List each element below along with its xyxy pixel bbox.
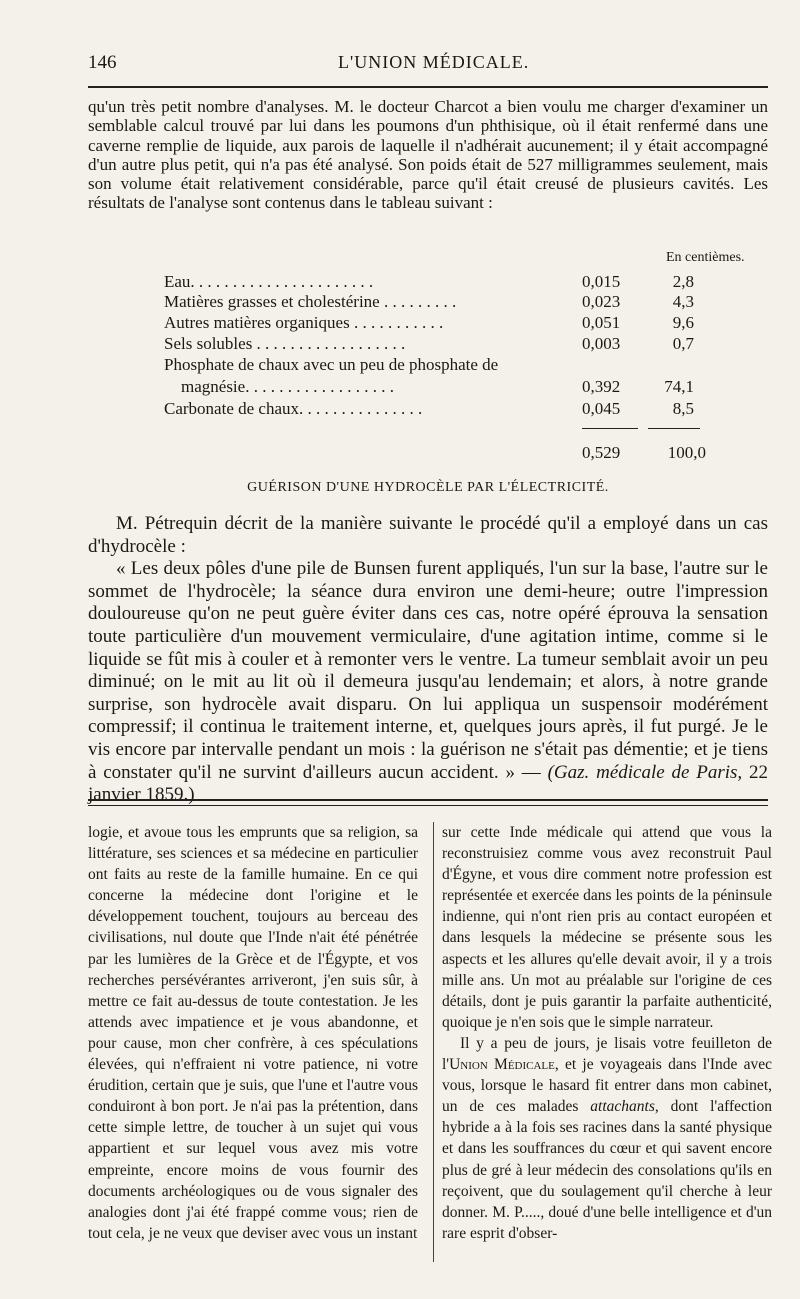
row-label: Matières grasses et cholestérine . . . . . . . . .: [164, 292, 457, 311]
table-column-header: En centièmes.: [666, 250, 745, 265]
row-value: 0,023: [582, 292, 621, 311]
row-label: Autres matières organiques . . . . . . . . . . .: [164, 313, 444, 332]
page-header: [88, 52, 768, 80]
table-row: [164, 272, 764, 293]
row-percent: 74,1: [664, 377, 694, 396]
quote-text: « Les deux pôles d'une pile de Bunsen furent appliqués, l'un sur la base, l'autre sur le sommet de l'hydrocèle; la séance dura environ une demi-heure; outre l'impression douloureuse qu'on ne peut guère éviter dans ces cas, notre opéré éprouva la sensation toute particulière d'un mouvement vermiculaire, d'une agitation intime, comme si le liquide se fût mis à couler et à remonter vers le ventre. La tumeur semblait avoir un peu diminué; on le mit au lit où il demeura jusqu'au lendemain; et alors, à notre grande surprise, son hydrocèle avait disparu. On lui appliqua un suspensoir modérément compressif; il continua le traitement interne, et, quelques jours après, il fut purgé. Je le vis encore par intervalle pendant un mois : la guérison ne s'était pas démentie; et je tiens à constater qu'il ne survint d'ailleurs aucun accident. » —: [88, 558, 768, 783]
citation-date: 22 janvier 1859.): [88, 761, 769, 806]
text-run: , dont l'affection hybride a à la fois ses racines dans la santé physique et dans les souffrances du cœur et qui savent encore plus de gré à leur médecin des consolations qu'ils en reçoivent, que du soulagement qu'il cherche à leur donner. M. P....., doué d'une belle intelligence et d'un rare esprit d'obser-: [442, 1098, 772, 1242]
row-percent: 4,3: [672, 292, 694, 311]
article-paragraph: [88, 558, 768, 807]
article-paragraph: M. Pétrequin décrit de la manière suivante le procédé qu'il a employé dans un cas d'hydrocèle :: [88, 513, 768, 557]
row-percent: 8,5: [672, 399, 694, 418]
total-value: 0,529: [582, 443, 621, 462]
header-rule: [88, 86, 768, 88]
feuilleton-left-column: [88, 822, 418, 1244]
text-run: Il y a peu de jours, je lisais votre feuilleton de l': [442, 1034, 772, 1074]
table-total-row: [164, 443, 764, 464]
citation-source: (Gaz. médicale de Paris,: [547, 761, 743, 783]
article-body: [88, 513, 768, 807]
text-run: , et je voyageais dans l'Inde avec vous, lorsque le hasard fit entrer dans mon cabinet, un de ces malades: [442, 1056, 773, 1116]
row-value: 0,051: [582, 313, 621, 332]
row-value: 0,392: [582, 377, 621, 396]
column-paragraph: [442, 1033, 772, 1244]
total-rule: [648, 428, 700, 429]
column-divider: [433, 822, 434, 1262]
intro-section: [88, 97, 768, 213]
row-label: Phosphate de chaux avec un peu de phosphate de: [164, 355, 499, 374]
table-row: [164, 355, 764, 376]
row-percent: 0,7: [672, 334, 694, 353]
intro-paragraph: qu'un très petit nombre d'analyses. M. le docteur Charcot a bien voulu me charger d'examiner un semblable calcul trouvé par lui dans les poumons d'un phthisique, où il était renfermé dans une caverne remplie de liquide, aux parois de laquelle il n'adhérait aucunement; il y était accompagné d'un autre plus petit, qui n'a pas été analysé. Son poids était de 527 milligrammes seulement, mais son volume était relativement considérable, parce qu'il était creusé de plusieurs cavités. Les résultats de l'analyse sont contenus dans le tableau suivant :: [88, 97, 768, 213]
italic-word: attachants: [590, 1098, 655, 1116]
journal-title: Union Médicale: [449, 1056, 555, 1074]
total-percent: 100,0: [667, 443, 706, 462]
feuilleton-right-column: [442, 822, 772, 1244]
row-label: Sels solubles . . . . . . . . . . . . . . . . . .: [164, 334, 406, 353]
table-row: [164, 399, 764, 420]
column-paragraph: logie, et avoue tous les emprunts que sa religion, sa littérature, ses sciences et sa médecine en particulier ont faits au reste de la famille humaine. En ce qui concerne la médecine dont l'origine et le développement touchent, toujours au berceau des civilisations, nul doute que l'Inde n'ait été pénétrée par les lumières de la Grèce et de l'Égypte, et vos recherches persévérantes arriveront, j'en suis sûr, à mettre ce fait au-dessus de toute contestation. Je les attends avec impatience et je vous abandonne, et pour cause, mon cher confrère, à ces spéculations élevées, qui n'effraient ni votre patience, ni votre érudition, certain que je suis, que l'une et l'autre vous conduiront à bon port. Je n'ai pas la prétention, dans cette simple lettre, de toucher à un sujet qui vous appartient et sur lequel vous avez mis votre empreinte, encore moins de vous fournir des documents archéologiques ou de vous signaler des analogies dont j'ai été frappé comme vous; rien de tout cela, je ne veux que deviser avec vous un instant: [88, 824, 418, 1242]
table-row: [164, 334, 764, 355]
column-paragraph: sur cette Inde médicale qui attend que vous la reconstruisiez comme vous avez reconstruit Paul d'Égyne, et vous dire comment notre profession est représentée et exercée dans les points de la péninsule indienne, qui n'ont rien pris au contact européen et dans lesquels la médecine se présente sous les aspects et les allures qu'elle devait avoir, il y a trois mille ans. Un mot au préalable sur l'origine de ces détails, dont je puis garantir la parfaite authenticité, quoique je n'en sois que le simple narrateur.: [442, 824, 772, 1031]
table-row: [164, 292, 764, 313]
row-value: 0,015: [582, 272, 621, 291]
table-row: [164, 377, 764, 398]
table-row: [164, 313, 764, 334]
row-percent: 2,8: [672, 272, 694, 291]
running-title: L'UNION MÉDICALE.: [338, 52, 530, 72]
total-rule: [582, 428, 638, 429]
row-value: 0,003: [582, 334, 621, 353]
row-label: Eau. . . . . . . . . . . . . . . . . . . . . .: [164, 272, 374, 291]
row-percent: 9,6: [672, 313, 694, 332]
row-label: magnésie. . . . . . . . . . . . . . . . . .: [164, 377, 394, 396]
feuilleton-separator: [88, 799, 768, 806]
page-number: 146: [88, 52, 117, 73]
section-heading: GUÉRISON D'UNE HYDROCÈLE PAR L'ÉLECTRICITÉ.: [247, 480, 609, 495]
row-label: Carbonate de chaux. . . . . . . . . . . . . . .: [164, 399, 423, 418]
row-value: 0,045: [582, 399, 621, 418]
